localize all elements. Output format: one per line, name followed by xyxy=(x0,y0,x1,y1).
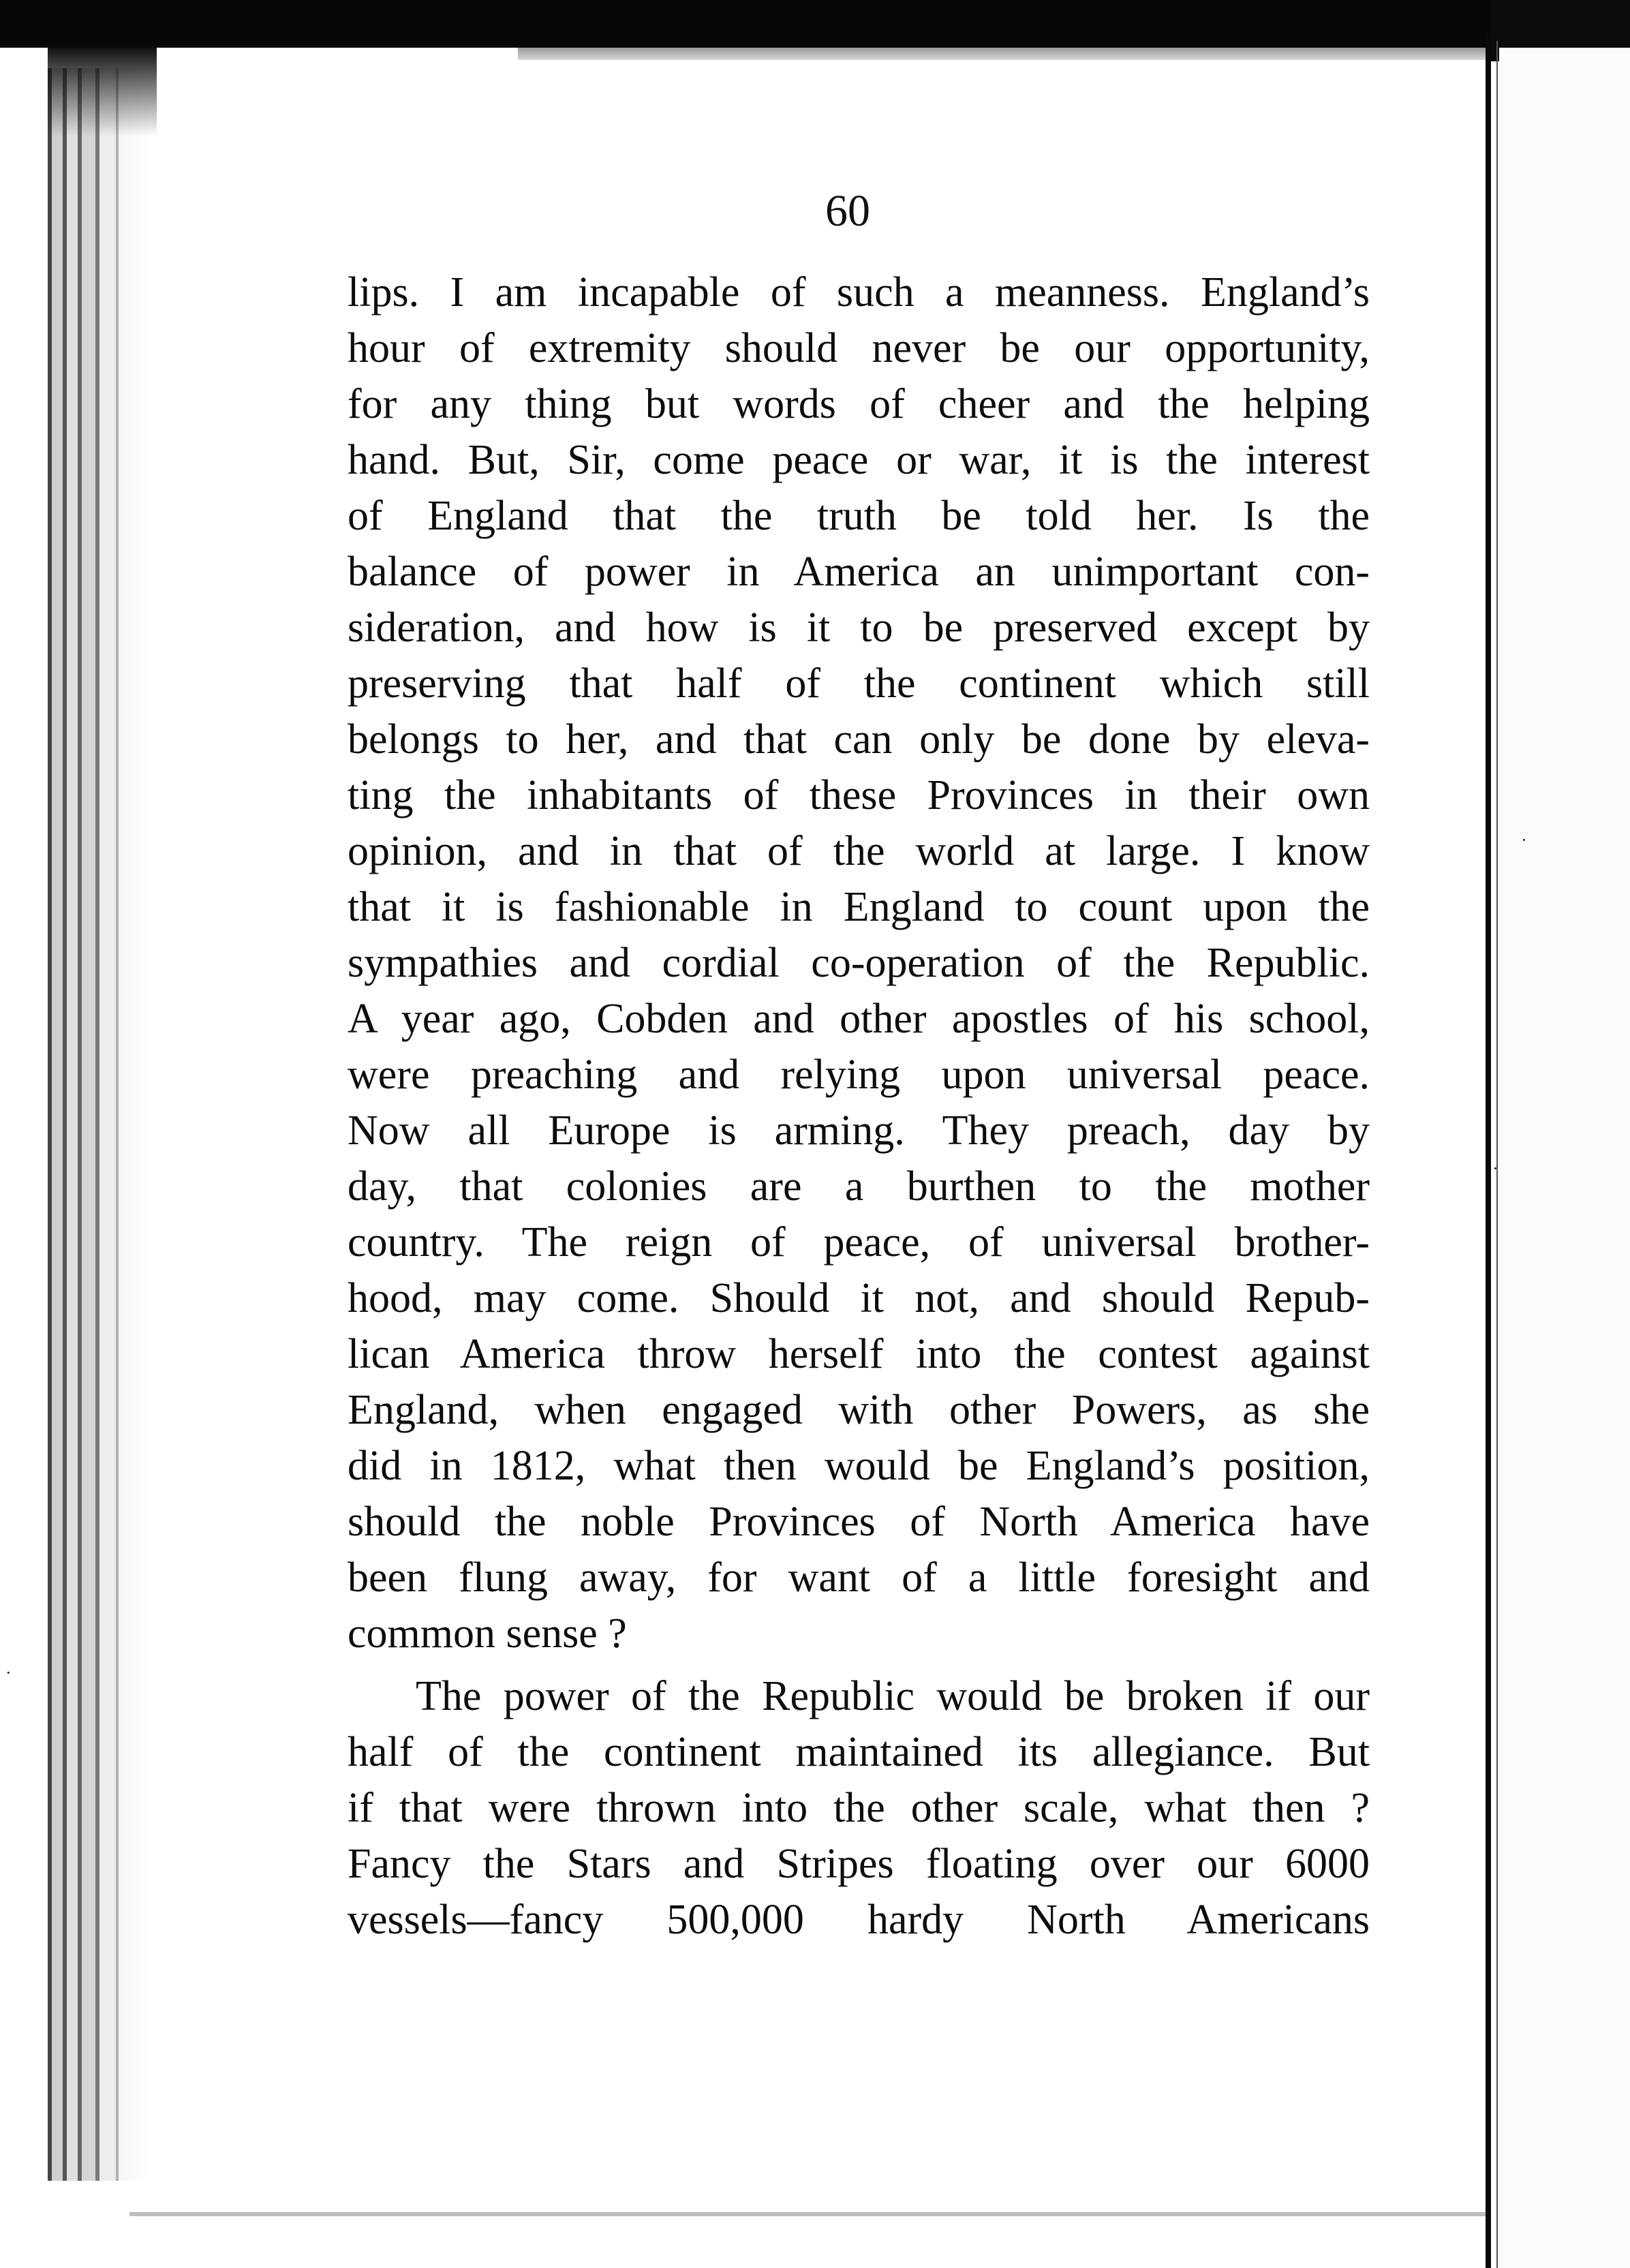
text-line: Fancy the Stars and Stripes floating over our 6000 xyxy=(348,1841,1370,1887)
scanner-border-top xyxy=(0,0,1630,48)
text-line: country. The reign of peace, of universal brother- xyxy=(348,1219,1370,1266)
margin-mark: · xyxy=(1521,830,1527,850)
text-line: for any thing but words of cheer and the helping xyxy=(348,381,1370,427)
text-line: lican America throw herself into the contest against xyxy=(348,1331,1370,1377)
text-line: sideration, and how is it to be preserved except by xyxy=(348,604,1370,651)
body-text xyxy=(348,264,1370,1948)
text-line: vessels—fancy 500,000 hardy North Americans xyxy=(348,1897,1370,1943)
corner-shadow xyxy=(48,48,157,136)
paragraph xyxy=(348,264,1370,1661)
paragraph-gap xyxy=(348,1661,1370,1668)
gutter-line xyxy=(1486,34,1491,2268)
text-line: lips. I am incapable of such a meanness. England’s xyxy=(348,269,1370,316)
text-line: Now all Europe is arming. They preach, day by xyxy=(348,1107,1370,1154)
text-line: hood, may come. Should it not, and should Repub- xyxy=(348,1275,1370,1321)
text-line: did in 1812, what then would be England’s position, xyxy=(348,1443,1370,1489)
page-top-shadow xyxy=(518,48,1486,60)
text-line: The power of the Republic would be broken if our xyxy=(416,1673,1370,1719)
paragraph xyxy=(348,1668,1370,1948)
margin-mark: · xyxy=(5,1663,12,1683)
text-line: that it is fashionable in England to count upon the xyxy=(348,884,1370,930)
gutter-line-thin xyxy=(1496,41,1498,2268)
text-line: should the noble Provinces of North America have xyxy=(348,1499,1370,1545)
text-line: balance of power in America an unimportant con- xyxy=(348,549,1370,595)
text-line: if that were thrown into the other scale, what then ? xyxy=(348,1785,1370,1831)
text-line: day, that colonies are a burthen to the mother xyxy=(348,1163,1370,1210)
page-block-edge xyxy=(48,68,150,2181)
text-line: common sense ? xyxy=(348,1610,627,1657)
page-bottom-edge xyxy=(129,2212,1486,2216)
text-line: A year ago, Cobden and other apostles of his school, xyxy=(348,996,1370,1042)
facing-page xyxy=(1499,48,1630,2268)
text-line: hour of extremity should never be our opportunity, xyxy=(348,325,1370,371)
text-line: ting the inhabitants of these Provinces in their own xyxy=(348,772,1370,818)
page-number: 60 xyxy=(825,186,870,236)
margin-mark: · xyxy=(1492,1159,1498,1178)
text-line: belongs to her, and that can only be done by eleva- xyxy=(348,716,1370,763)
text-line: were preaching and relying upon universal peace. xyxy=(348,1052,1370,1098)
text-line: England, when engaged with other Powers, as she xyxy=(348,1387,1370,1433)
text-line: of England that the truth be told her. Is the xyxy=(348,493,1370,539)
text-line: opinion, and in that of the world at large. I know xyxy=(348,828,1370,874)
text-line: sympathies and cordial co-operation of the Republic. xyxy=(348,940,1370,986)
text-line: hand. But, Sir, come peace or war, it is the interest xyxy=(348,437,1370,483)
text-line: half of the continent maintained its allegiance. But xyxy=(348,1729,1370,1775)
text-line: preserving that half of the continent which still xyxy=(348,660,1370,707)
text-line: been flung away, for want of a little foresight and xyxy=(348,1554,1370,1601)
